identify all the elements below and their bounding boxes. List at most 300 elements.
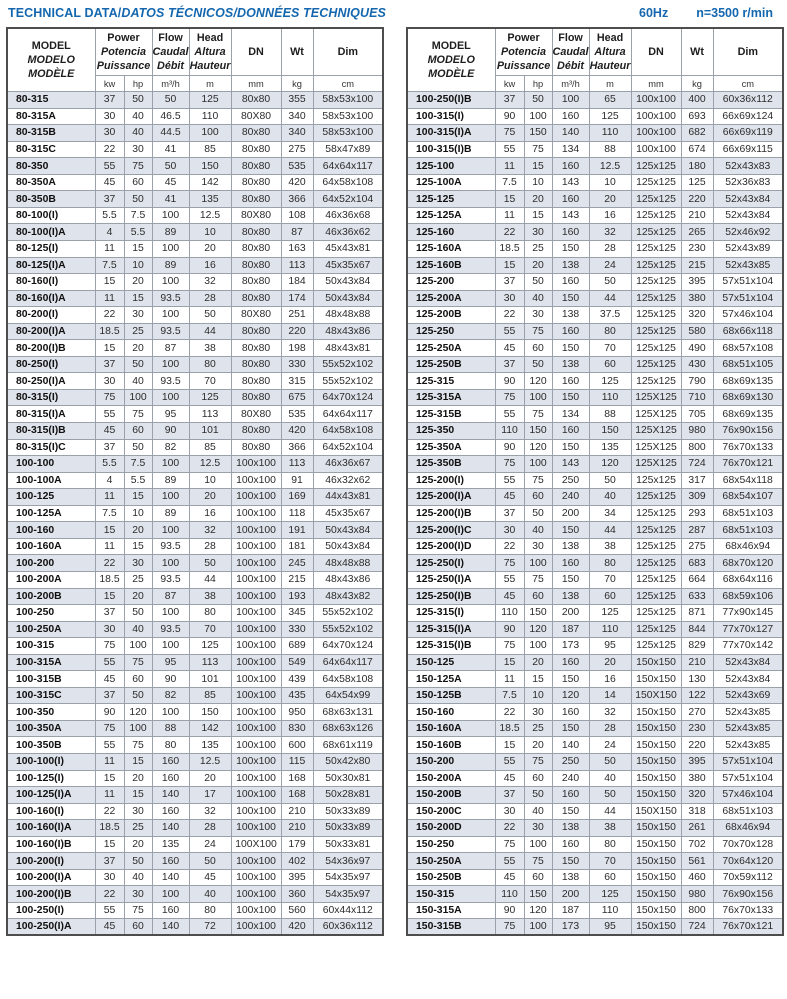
model-cell: 125-200A [407, 290, 495, 307]
head-cell: 12.5 [189, 753, 231, 770]
kw-cell: 15 [495, 737, 524, 754]
wt-cell: 420 [281, 423, 313, 440]
kw-cell: 55 [495, 472, 524, 489]
flow-cell: 200 [552, 886, 589, 903]
table-row [7, 671, 383, 688]
flow-cell: 150 [552, 671, 589, 688]
table-row [7, 803, 383, 820]
model-cell: 150-200B [407, 787, 495, 804]
head-cell: 44 [189, 323, 231, 340]
hp-cell: 40 [124, 621, 152, 638]
hp-cell: 30 [524, 307, 552, 324]
table-row [7, 456, 383, 473]
kw-cell: 18.5 [95, 571, 124, 588]
dim-cell: 44x43x81 [313, 489, 383, 506]
kw-cell: 11 [95, 241, 124, 258]
head-cell: 125 [589, 886, 631, 903]
table-row [7, 290, 383, 307]
model-cell: 80-100(I)A [7, 224, 95, 241]
table-row [407, 770, 783, 787]
dn-cell: 150x150 [631, 836, 681, 853]
dn-cell: 80x80 [231, 373, 281, 390]
model-cell: 100-315 [7, 638, 95, 655]
kw-cell: 90 [495, 439, 524, 456]
dn-cell: 150x150 [631, 720, 681, 737]
head-cell: 16 [189, 505, 231, 522]
wt-cell: 535 [281, 158, 313, 175]
flow-cell: 140 [552, 125, 589, 142]
dn-cell: 80x80 [231, 174, 281, 191]
dn-cell: 125x125 [631, 489, 681, 506]
kw-cell: 37 [95, 687, 124, 704]
wt-cell: 724 [681, 456, 713, 473]
wt-cell: 87 [281, 224, 313, 241]
head-cell: 65 [589, 92, 631, 109]
dn-cell: 125x125 [631, 522, 681, 539]
table-row [7, 522, 383, 539]
table-row [7, 207, 383, 224]
wt-cell: 600 [281, 737, 313, 754]
table-row [407, 605, 783, 622]
wt-cell: 830 [281, 720, 313, 737]
kw-cell: 45 [95, 423, 124, 440]
hp-cell: 100 [524, 389, 552, 406]
dim-cell: 70x59x112 [713, 869, 783, 886]
hp-cell: 40 [524, 803, 552, 820]
flow-cell: 41 [152, 191, 189, 208]
model-cell: 80-315 [7, 92, 95, 109]
dim-cell: 54x35x97 [313, 869, 383, 886]
hp-cell: 100 [524, 108, 552, 125]
dim-cell: 45x35x67 [313, 257, 383, 274]
flow-cell: 187 [552, 902, 589, 919]
wt-cell: 800 [681, 439, 713, 456]
kw-cell: 15 [95, 522, 124, 539]
wt-cell: 210 [681, 207, 713, 224]
unit-flow: m³/h [552, 76, 589, 92]
model-cell: 150-200 [407, 753, 495, 770]
flow-cell: 100 [152, 307, 189, 324]
kw-cell: 55 [495, 323, 524, 340]
dn-cell: 150x150 [631, 820, 681, 837]
model-cell: 80-200(I) [7, 307, 95, 324]
head-cell: 50 [189, 853, 231, 870]
dn-cell: 100x100 [231, 671, 281, 688]
wt-cell: 380 [681, 290, 713, 307]
dim-cell: 68x61x119 [313, 737, 383, 754]
dn-cell: 80x80 [231, 274, 281, 291]
flow-cell: 41 [152, 141, 189, 158]
flow-cell: 143 [552, 207, 589, 224]
wt-cell: 330 [281, 621, 313, 638]
model-cell: 100-200(I)B [7, 886, 95, 903]
dn-cell: 100x100 [631, 125, 681, 142]
dn-cell: 100X100 [231, 836, 281, 853]
wt-cell: 122 [681, 687, 713, 704]
model-cell: 100-200B [7, 588, 95, 605]
table-row [7, 323, 383, 340]
hp-cell: 75 [524, 406, 552, 423]
flow-cell: 93.5 [152, 571, 189, 588]
hp-cell: 15 [124, 538, 152, 555]
hp-cell: 75 [124, 902, 152, 919]
hp-cell: 40 [124, 373, 152, 390]
col-header-model: MODEL MODELO MODÈLE [407, 28, 495, 92]
wt-cell: 675 [281, 389, 313, 406]
model-cell: 150-125A [407, 671, 495, 688]
dn-cell: 125x125 [631, 472, 681, 489]
head-cell: 110 [589, 621, 631, 638]
kw-cell: 5.5 [95, 456, 124, 473]
wt-cell: 395 [681, 753, 713, 770]
model-cell: 125-200(I) [407, 472, 495, 489]
flow-cell: 87 [152, 588, 189, 605]
wt-cell: 340 [281, 108, 313, 125]
flow-cell: 150 [552, 439, 589, 456]
dn-cell: 100x100 [231, 737, 281, 754]
dn-cell: 125X125 [631, 439, 681, 456]
kw-cell: 75 [495, 456, 524, 473]
flow-cell: 143 [552, 456, 589, 473]
hp-cell: 5.5 [124, 472, 152, 489]
wt-cell: 380 [681, 770, 713, 787]
table-row [7, 919, 383, 936]
kw-cell: 22 [95, 307, 124, 324]
unit-kw: kw [95, 76, 124, 92]
table-row [407, 737, 783, 754]
dim-cell: 76x70x121 [713, 456, 783, 473]
hp-cell: 20 [124, 588, 152, 605]
dim-cell: 57x51x104 [713, 770, 783, 787]
col-header-dn: DN [231, 28, 281, 76]
dn-cell: 125x125 [631, 290, 681, 307]
head-cell: 10 [189, 472, 231, 489]
head-cell: 32 [189, 803, 231, 820]
wt-cell: 315 [281, 373, 313, 390]
head-cell: 80 [189, 356, 231, 373]
kw-cell: 22 [495, 538, 524, 555]
head-cell: 70 [189, 373, 231, 390]
wt-cell: 210 [281, 820, 313, 837]
wt-cell: 705 [681, 406, 713, 423]
hp-cell: 40 [524, 290, 552, 307]
hp-cell: 100 [124, 389, 152, 406]
hp-cell: 60 [524, 588, 552, 605]
model-cell: 150-125 [407, 654, 495, 671]
hp-cell: 75 [524, 323, 552, 340]
wt-cell: 549 [281, 654, 313, 671]
flow-cell: 160 [552, 158, 589, 175]
dim-cell: 64x64x117 [313, 654, 383, 671]
table-row [7, 108, 383, 125]
hp-cell: 120 [524, 621, 552, 638]
dn-cell: 100x100 [231, 902, 281, 919]
table-row [407, 820, 783, 837]
dim-cell: 60x36x112 [713, 92, 783, 109]
kw-cell: 75 [95, 720, 124, 737]
kw-cell: 90 [495, 373, 524, 390]
dim-cell: 52x43x85 [713, 737, 783, 754]
flow-cell: 100 [152, 555, 189, 572]
dn-cell: 150x150 [631, 671, 681, 688]
dim-cell: 52x43x85 [713, 704, 783, 721]
wt-cell: 193 [281, 588, 313, 605]
model-cell: 80-160(I) [7, 274, 95, 291]
dn-cell: 80x80 [231, 92, 281, 109]
hp-cell: 20 [124, 522, 152, 539]
dim-cell: 68x69x135 [713, 373, 783, 390]
wt-cell: 355 [281, 92, 313, 109]
hp-cell: 30 [524, 538, 552, 555]
kw-cell: 11 [495, 158, 524, 175]
wt-cell: 125 [681, 174, 713, 191]
table-row [7, 158, 383, 175]
head-cell: 120 [589, 456, 631, 473]
table-row [407, 241, 783, 258]
flow-cell: 140 [152, 820, 189, 837]
model-cell: 125-250(I)B [407, 588, 495, 605]
wt-cell: 950 [281, 704, 313, 721]
head-cell: 85 [189, 439, 231, 456]
flow-cell: 150 [552, 853, 589, 870]
wt-cell: 980 [681, 886, 713, 903]
hp-cell: 75 [124, 737, 152, 754]
flow-cell: 150 [552, 241, 589, 258]
table-row [407, 720, 783, 737]
flow-cell: 93.5 [152, 323, 189, 340]
wt-cell: 395 [681, 274, 713, 291]
dn-cell: 150X150 [631, 687, 681, 704]
flow-cell: 100 [152, 207, 189, 224]
unit-hp: hp [124, 76, 152, 92]
dn-cell: 150x150 [631, 737, 681, 754]
table-row [7, 571, 383, 588]
model-cell: 80-315A [7, 108, 95, 125]
kw-cell: 37 [95, 605, 124, 622]
table-body-left [7, 92, 383, 936]
head-cell: 60 [589, 356, 631, 373]
kw-cell: 75 [495, 555, 524, 572]
kw-cell: 4 [95, 224, 124, 241]
flow-cell: 88 [152, 720, 189, 737]
dim-cell: 52x36x83 [713, 174, 783, 191]
wt-cell: 360 [281, 886, 313, 903]
dn-cell: 80X80 [231, 307, 281, 324]
model-cell: 125-200 [407, 274, 495, 291]
flow-cell: 100 [152, 638, 189, 655]
model-cell: 125-350B [407, 456, 495, 473]
flow-cell: 160 [552, 323, 589, 340]
flow-cell: 160 [552, 555, 589, 572]
table-row [7, 787, 383, 804]
kw-cell: 37 [95, 853, 124, 870]
model-cell: 80-200(I)A [7, 323, 95, 340]
hp-cell: 20 [124, 770, 152, 787]
dim-cell: 52x43x84 [713, 207, 783, 224]
head-cell: 85 [189, 687, 231, 704]
dim-cell: 70x64x120 [713, 853, 783, 870]
hp-cell: 60 [524, 770, 552, 787]
kw-cell: 30 [95, 869, 124, 886]
head-cell: 135 [189, 191, 231, 208]
model-cell: 125-200B [407, 307, 495, 324]
dn-cell: 150X150 [631, 803, 681, 820]
flow-cell: 160 [152, 853, 189, 870]
col-header-flow: Flow Caudal Débit [552, 28, 589, 76]
table-row [407, 406, 783, 423]
hp-cell: 15 [124, 290, 152, 307]
dn-cell: 100x100 [631, 108, 681, 125]
model-cell: 100-315(I)A [407, 125, 495, 142]
table-header [407, 28, 783, 92]
table-row [407, 191, 783, 208]
model-cell: 100-200(I)A [7, 869, 95, 886]
dn-cell: 125x125 [631, 571, 681, 588]
kw-cell: 55 [95, 737, 124, 754]
dim-cell: 48x43x86 [313, 571, 383, 588]
hp-cell: 20 [124, 340, 152, 357]
head-cell: 50 [589, 472, 631, 489]
hp-cell: 75 [524, 853, 552, 870]
dim-cell: 68x66x118 [713, 323, 783, 340]
table-row [7, 654, 383, 671]
flow-cell: 100 [152, 605, 189, 622]
model-cell: 150-200A [407, 770, 495, 787]
dim-cell: 52x43x83 [713, 158, 783, 175]
dn-cell: 125x125 [631, 356, 681, 373]
kw-cell: 22 [95, 886, 124, 903]
dim-cell: 52x43x85 [713, 720, 783, 737]
head-cell: 70 [189, 621, 231, 638]
hp-cell: 75 [524, 472, 552, 489]
page-header [6, 4, 781, 27]
hp-cell: 20 [524, 257, 552, 274]
wt-cell: 320 [681, 307, 713, 324]
kw-cell: 22 [495, 307, 524, 324]
wt-cell: 318 [681, 803, 713, 820]
wt-cell: 682 [681, 125, 713, 142]
dim-cell: 57x46x104 [713, 787, 783, 804]
head-cell: 125 [589, 605, 631, 622]
head-cell: 70 [589, 571, 631, 588]
col-header-dim: Dim [713, 28, 783, 76]
model-cell: 100-250A [7, 621, 95, 638]
table-row [7, 174, 383, 191]
head-cell: 60 [589, 869, 631, 886]
model-cell: 150-315 [407, 886, 495, 903]
model-cell: 80-315C [7, 141, 95, 158]
dim-cell: 68x63x131 [313, 704, 383, 721]
kw-cell: 45 [495, 770, 524, 787]
dim-cell: 55x52x102 [313, 356, 383, 373]
table-row [7, 257, 383, 274]
flow-cell: 100 [152, 456, 189, 473]
head-cell: 110 [589, 902, 631, 919]
hp-cell: 15 [124, 489, 152, 506]
kw-cell: 55 [495, 853, 524, 870]
flow-cell: 160 [552, 836, 589, 853]
head-cell: 72 [189, 919, 231, 936]
hp-cell: 60 [524, 489, 552, 506]
model-cell: 125-315 [407, 373, 495, 390]
head-cell: 125 [189, 638, 231, 655]
hp-cell: 30 [524, 820, 552, 837]
kw-cell: 22 [95, 141, 124, 158]
dn-cell: 125x125 [631, 158, 681, 175]
dim-cell: 48x48x88 [313, 307, 383, 324]
head-cell: 40 [189, 886, 231, 903]
wt-cell: 560 [281, 902, 313, 919]
dim-cell: 64x64x117 [313, 158, 383, 175]
hp-cell: 50 [524, 356, 552, 373]
model-cell: 100-100 [7, 456, 95, 473]
dim-cell: 64x64x117 [313, 406, 383, 423]
hp-cell: 75 [124, 406, 152, 423]
flow-cell: 89 [152, 472, 189, 489]
head-cell: 28 [589, 720, 631, 737]
page-title-en: TECHNICAL DATA [8, 6, 118, 20]
wt-cell: 790 [681, 373, 713, 390]
model-cell: 80-350 [7, 158, 95, 175]
dn-cell: 80X80 [231, 108, 281, 125]
hp-cell: 50 [124, 687, 152, 704]
dn-cell: 100x100 [231, 456, 281, 473]
unit-wt: kg [281, 76, 313, 92]
dim-cell: 70x70x128 [713, 836, 783, 853]
dn-cell: 100x100 [231, 489, 281, 506]
dim-cell: 48x43x82 [313, 588, 383, 605]
model-cell: 125-200(I)D [407, 538, 495, 555]
dim-cell: 58x53x100 [313, 92, 383, 109]
table-row [407, 373, 783, 390]
wt-cell: 215 [681, 257, 713, 274]
wt-cell: 198 [281, 340, 313, 357]
flow-cell: 240 [552, 770, 589, 787]
model-cell: 125-350 [407, 423, 495, 440]
hp-cell: 7.5 [124, 207, 152, 224]
flow-cell: 160 [552, 654, 589, 671]
kw-cell: 37 [95, 191, 124, 208]
kw-cell: 37 [95, 439, 124, 456]
kw-cell: 18.5 [495, 720, 524, 737]
wt-cell: 220 [681, 737, 713, 754]
table-row [407, 257, 783, 274]
flow-cell: 138 [552, 588, 589, 605]
wt-cell: 118 [281, 505, 313, 522]
kw-cell: 37 [495, 92, 524, 109]
kw-cell: 11 [95, 290, 124, 307]
table-row [7, 902, 383, 919]
dim-cell: 52x43x84 [713, 654, 783, 671]
wt-cell: 674 [681, 141, 713, 158]
head-cell: 110 [589, 125, 631, 142]
wt-cell: 220 [681, 191, 713, 208]
head-cell: 38 [189, 340, 231, 357]
model-cell: 80-125(I) [7, 241, 95, 258]
unit-dn: mm [631, 76, 681, 92]
model-cell: 80-315(I)B [7, 423, 95, 440]
hp-cell: 10 [524, 687, 552, 704]
dn-cell: 100x100 [231, 770, 281, 787]
kw-cell: 22 [95, 555, 124, 572]
model-cell: 125-200(I)B [407, 505, 495, 522]
col-header-flow: Flow Caudal Débit [152, 28, 189, 76]
model-cell: 125-160 [407, 224, 495, 241]
head-cell: 16 [589, 207, 631, 224]
flow-cell: 93.5 [152, 290, 189, 307]
dim-cell: 77x70x142 [713, 638, 783, 655]
head-cell: 95 [589, 638, 631, 655]
